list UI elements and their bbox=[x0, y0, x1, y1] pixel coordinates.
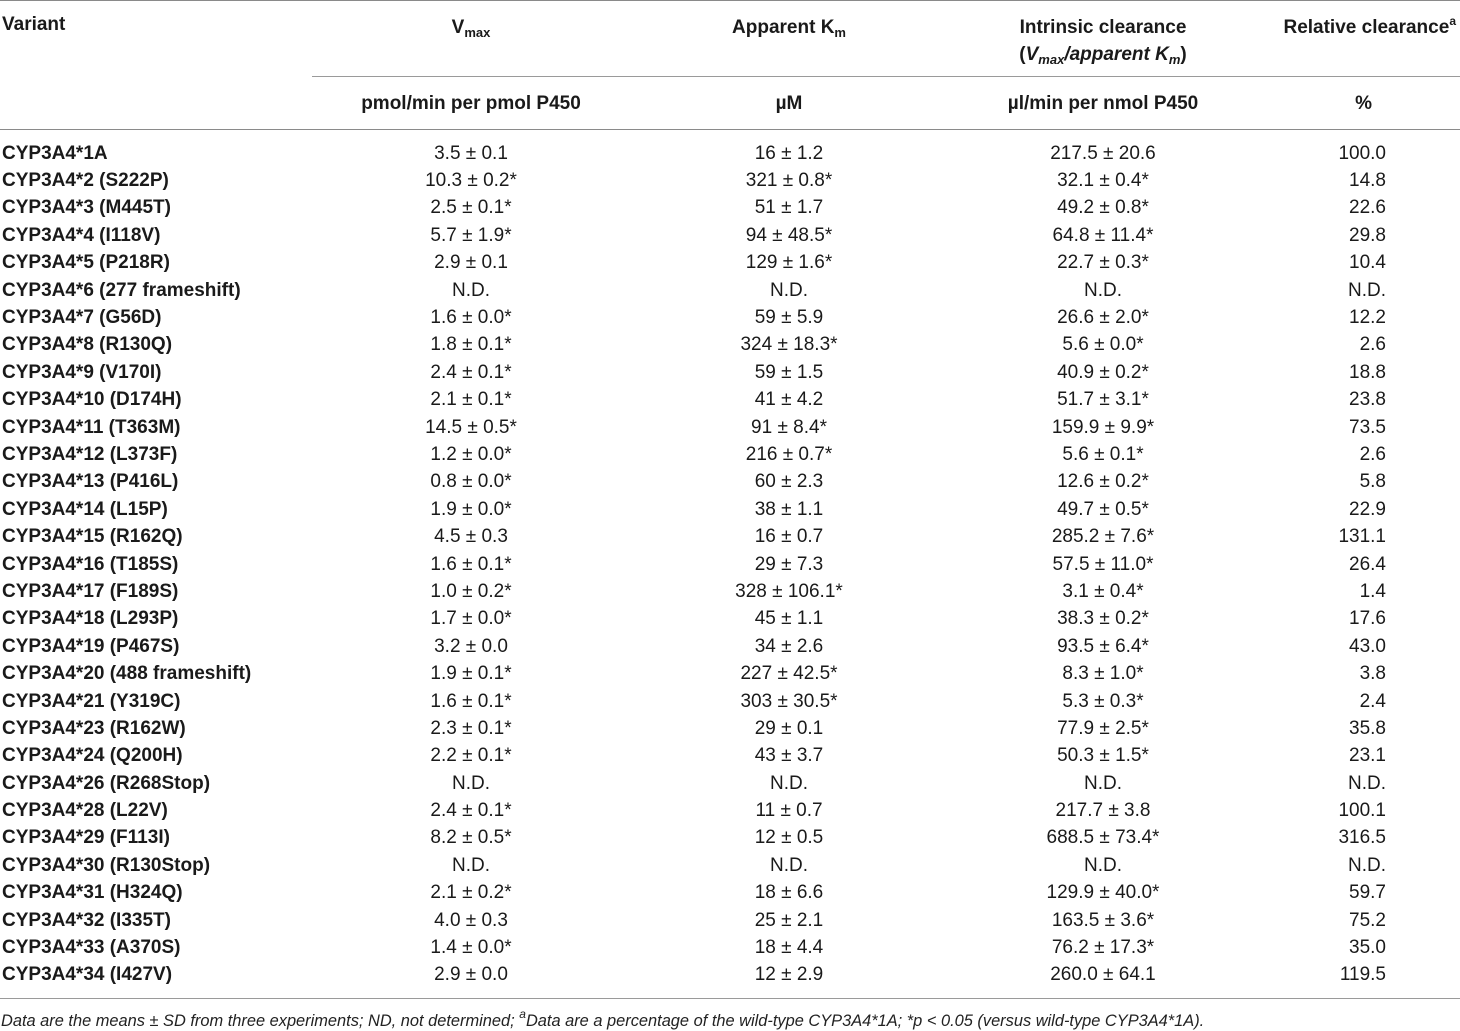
cell-relative-clearance: N.D. bbox=[1348, 772, 1386, 794]
table-row bbox=[0, 825, 1460, 852]
cell-relative-clearance: 35.8 bbox=[1349, 717, 1386, 739]
cell-km: 216 ± 0.7* bbox=[745, 443, 833, 465]
cell-intrinsic-clearance: 159.9 ± 9.9* bbox=[1051, 416, 1155, 438]
cell-intrinsic-clearance: 38.3 ± 0.2* bbox=[1057, 608, 1149, 630]
cell-variant: CYP3A4*21 (Y319C) bbox=[2, 690, 181, 712]
cell-variant: CYP3A4*23 (R162W) bbox=[2, 717, 186, 739]
cell-km: 38 ± 1.1 bbox=[754, 498, 824, 520]
cell-intrinsic-clearance: 5.6 ± 0.1* bbox=[1062, 443, 1144, 465]
table-row bbox=[0, 688, 1460, 715]
cell-vmax: 14.5 ± 0.5* bbox=[425, 416, 517, 438]
cell-km: 328 ± 106.1* bbox=[735, 580, 843, 602]
cell-km: 59 ± 5.9 bbox=[754, 307, 824, 329]
cell-relative-clearance: 10.4 bbox=[1349, 252, 1386, 274]
table-row bbox=[0, 222, 1460, 249]
cell-variant: CYP3A4*16 (T185S) bbox=[2, 553, 179, 575]
cell-relative-clearance: 131.1 bbox=[1338, 526, 1386, 548]
table-row bbox=[0, 387, 1460, 414]
cell-relative-clearance: 23.8 bbox=[1349, 389, 1386, 411]
cell-vmax: 1.8 ± 0.1* bbox=[430, 334, 512, 356]
table-row bbox=[0, 578, 1460, 605]
cell-vmax: 2.2 ± 0.1* bbox=[430, 745, 512, 767]
cell-vmax: 2.5 ± 0.1* bbox=[430, 197, 512, 219]
cell-vmax: 1.9 ± 0.0* bbox=[430, 498, 512, 520]
table-row bbox=[0, 743, 1460, 770]
cell-vmax: 1.7 ± 0.0* bbox=[430, 608, 512, 630]
cell-variant: CYP3A4*4 (I118V) bbox=[2, 224, 161, 246]
cell-vmax: 2.1 ± 0.2* bbox=[430, 882, 512, 904]
cell-intrinsic-clearance: 285.2 ± 7.6* bbox=[1051, 526, 1155, 548]
table-row bbox=[0, 130, 1460, 168]
cell-variant: CYP3A4*30 (R130Stop) bbox=[2, 854, 211, 876]
cell-km: 12 ± 0.5 bbox=[754, 827, 824, 849]
table-row bbox=[0, 277, 1460, 304]
cell-km: 94 ± 48.5* bbox=[745, 224, 833, 246]
cell-km: 60 ± 2.3 bbox=[754, 471, 824, 493]
cell-relative-clearance: 14.8 bbox=[1349, 170, 1386, 192]
cell-vmax: 8.2 ± 0.5* bbox=[430, 827, 512, 849]
cell-relative-clearance: 1.4 bbox=[1359, 580, 1386, 602]
cell-intrinsic-clearance: 49.2 ± 0.8* bbox=[1057, 197, 1149, 219]
cell-vmax: 1.6 ± 0.1* bbox=[430, 553, 512, 575]
cell-km: 91 ± 8.4* bbox=[751, 416, 827, 438]
cell-vmax: 1.9 ± 0.1* bbox=[430, 663, 512, 685]
cell-relative-clearance: 2.6 bbox=[1359, 443, 1386, 465]
table-row bbox=[0, 660, 1460, 687]
cell-intrinsic-clearance: N.D. bbox=[1084, 854, 1122, 876]
cell-variant: CYP3A4*8 (R130Q) bbox=[2, 334, 173, 356]
cell-km: 227 ± 42.5* bbox=[740, 663, 838, 685]
cell-variant: CYP3A4*28 (L22V) bbox=[2, 800, 168, 822]
table-row bbox=[0, 469, 1460, 496]
cell-intrinsic-clearance: 5.6 ± 0.0* bbox=[1062, 334, 1144, 356]
table-row bbox=[0, 770, 1460, 797]
cell-intrinsic-clearance: 8.3 ± 1.0* bbox=[1062, 663, 1144, 685]
cell-intrinsic-clearance: 77.9 ± 2.5* bbox=[1057, 717, 1149, 739]
cell-variant: CYP3A4*5 (P218R) bbox=[2, 252, 170, 274]
cell-intrinsic-clearance: 93.5 ± 6.4* bbox=[1057, 635, 1149, 657]
cell-variant: CYP3A4*7 (G56D) bbox=[2, 307, 162, 329]
cell-variant: CYP3A4*18 (L293P) bbox=[2, 608, 179, 630]
cell-relative-clearance: 3.8 bbox=[1359, 663, 1386, 685]
cell-km: 18 ± 6.6 bbox=[754, 882, 824, 904]
cell-km: 11 ± 0.7 bbox=[755, 800, 823, 822]
cell-intrinsic-clearance: 32.1 ± 0.4* bbox=[1057, 170, 1149, 192]
units-rel: % bbox=[1355, 93, 1372, 114]
cell-intrinsic-clearance: 26.6 ± 2.0* bbox=[1057, 307, 1149, 329]
cell-intrinsic-clearance: 163.5 ± 3.6* bbox=[1051, 909, 1155, 931]
cell-km: 18 ± 4.4 bbox=[754, 937, 824, 959]
cell-intrinsic-clearance: 217.7 ± 3.8 bbox=[1055, 800, 1151, 822]
cell-vmax: 3.5 ± 0.1 bbox=[434, 142, 508, 164]
units-variant bbox=[0, 77, 312, 130]
cell-variant: CYP3A4*10 (D174H) bbox=[2, 389, 182, 411]
cell-variant: CYP3A4*32 (I335T) bbox=[2, 909, 171, 931]
cell-intrinsic-clearance: N.D. bbox=[1084, 279, 1122, 301]
cell-vmax: 0.8 ± 0.0* bbox=[430, 471, 512, 493]
cell-intrinsic-clearance: 49.7 ± 0.5* bbox=[1057, 498, 1149, 520]
cell-relative-clearance: 35.0 bbox=[1349, 937, 1386, 959]
cell-km: 41 ± 4.2 bbox=[754, 389, 824, 411]
cell-intrinsic-clearance: N.D. bbox=[1084, 772, 1122, 794]
table-row bbox=[0, 496, 1460, 523]
cell-vmax: 4.5 ± 0.3 bbox=[434, 526, 508, 548]
cell-km: 324 ± 18.3* bbox=[740, 334, 838, 356]
table-row bbox=[0, 523, 1460, 550]
cell-intrinsic-clearance: 57.5 ± 11.0* bbox=[1052, 553, 1154, 575]
cell-intrinsic-clearance: 22.7 ± 0.3* bbox=[1057, 252, 1149, 274]
cell-variant: CYP3A4*31 (H324Q) bbox=[2, 882, 183, 904]
cell-relative-clearance: 75.2 bbox=[1349, 909, 1386, 931]
cell-relative-clearance: N.D. bbox=[1348, 854, 1386, 876]
cell-relative-clearance: 100.1 bbox=[1338, 800, 1386, 822]
table-row bbox=[0, 414, 1460, 441]
cell-relative-clearance: 17.6 bbox=[1349, 608, 1386, 630]
cell-variant: CYP3A4*6 (277 frameshift) bbox=[2, 279, 241, 301]
table-row bbox=[0, 195, 1460, 222]
cell-vmax: 1.0 ± 0.2* bbox=[430, 580, 512, 602]
table-row bbox=[0, 250, 1460, 277]
table-row bbox=[0, 633, 1460, 660]
table-row bbox=[0, 332, 1460, 359]
cell-relative-clearance: 12.2 bbox=[1349, 307, 1386, 329]
cell-vmax: 1.6 ± 0.0* bbox=[430, 307, 512, 329]
cell-km: 29 ± 7.3 bbox=[754, 553, 824, 575]
cell-relative-clearance: 2.4 bbox=[1359, 690, 1386, 712]
cell-intrinsic-clearance: 217.5 ± 20.6 bbox=[1050, 142, 1156, 164]
table-row bbox=[0, 606, 1460, 633]
table-row bbox=[0, 441, 1460, 468]
cell-km: 34 ± 2.6 bbox=[754, 635, 824, 657]
cell-vmax: 2.1 ± 0.1* bbox=[430, 389, 512, 411]
cell-variant: CYP3A4*13 (P416L) bbox=[2, 471, 179, 493]
cell-vmax: 4.0 ± 0.3 bbox=[434, 909, 508, 931]
cell-vmax: N.D. bbox=[452, 772, 490, 794]
cell-intrinsic-clearance: 129.9 ± 40.0* bbox=[1046, 882, 1160, 904]
header-row bbox=[0, 1, 1460, 77]
cell-relative-clearance: 18.8 bbox=[1349, 361, 1386, 383]
cell-vmax: 1.2 ± 0.0* bbox=[430, 443, 512, 465]
units-row bbox=[0, 77, 1460, 130]
cell-intrinsic-clearance: 50.3 ± 1.5* bbox=[1057, 745, 1149, 767]
header-relative-clearance: Relative clearance$^a$ bbox=[1283, 14, 1456, 38]
cell-relative-clearance: 29.8 bbox=[1349, 224, 1386, 246]
header-km: Apparent $K_m$ bbox=[732, 17, 846, 40]
cell-km: 45 ± 1.1 bbox=[754, 608, 824, 630]
cell-km: 59 ± 1.5 bbox=[754, 361, 824, 383]
table-row bbox=[0, 167, 1460, 194]
cell-vmax: 3.2 ± 0.0 bbox=[434, 635, 508, 657]
cell-km: N.D. bbox=[770, 279, 808, 301]
cell-km: 12 ± 2.9 bbox=[754, 964, 824, 986]
cell-intrinsic-clearance: 3.1 ± 0.4* bbox=[1062, 580, 1144, 602]
cell-variant: CYP3A4*14 (L15P) bbox=[2, 498, 168, 520]
cell-relative-clearance: 2.6 bbox=[1359, 334, 1386, 356]
cell-km: N.D. bbox=[770, 854, 808, 876]
cell-km: 129 ± 1.6* bbox=[745, 252, 833, 274]
table-row bbox=[0, 852, 1460, 879]
cell-intrinsic-clearance: 260.0 ± 64.1 bbox=[1050, 964, 1156, 986]
cell-relative-clearance: 119.5 bbox=[1339, 964, 1386, 986]
cell-variant: CYP3A4*24 (Q200H) bbox=[2, 745, 183, 767]
cell-variant: CYP3A4*29 (F113I) bbox=[2, 827, 170, 849]
cell-relative-clearance: 59.7 bbox=[1349, 882, 1386, 904]
units-vmax: pmol/min per pmol P450 bbox=[361, 93, 581, 114]
header-variant: Variant bbox=[2, 14, 66, 35]
cell-variant: CYP3A4*9 (V170I) bbox=[2, 361, 162, 383]
cell-relative-clearance: 22.9 bbox=[1349, 498, 1386, 520]
table-row bbox=[0, 880, 1460, 907]
cell-variant: CYP3A4*19 (P467S) bbox=[2, 635, 180, 657]
cell-km: 16 ± 1.2 bbox=[754, 142, 824, 164]
cell-km: 43 ± 3.7 bbox=[754, 745, 824, 767]
cell-intrinsic-clearance: 40.9 ± 0.2* bbox=[1057, 361, 1149, 383]
cell-variant: CYP3A4*12 (L373F) bbox=[2, 443, 178, 465]
cell-relative-clearance: 100.0 bbox=[1338, 142, 1386, 164]
cell-km: 303 ± 30.5* bbox=[740, 690, 838, 712]
table-body bbox=[0, 130, 1460, 990]
cell-relative-clearance: 316.5 bbox=[1338, 827, 1386, 849]
units-cl: µl/min per nmol P450 bbox=[1007, 93, 1199, 114]
cell-variant: CYP3A4*15 (R162Q) bbox=[2, 526, 183, 548]
cell-variant: CYP3A4*11 (T363M) bbox=[2, 416, 181, 438]
cell-vmax: 1.4 ± 0.0* bbox=[430, 937, 512, 959]
cell-km: 16 ± 0.7 bbox=[754, 526, 824, 548]
cell-vmax: 1.6 ± 0.1* bbox=[430, 690, 512, 712]
table-row bbox=[0, 304, 1460, 331]
cell-variant: CYP3A4*3 (M445T) bbox=[2, 197, 171, 219]
table-row bbox=[0, 715, 1460, 742]
cell-intrinsic-clearance: 64.8 ± 11.4* bbox=[1052, 224, 1154, 246]
cell-km: N.D. bbox=[770, 772, 808, 794]
cell-variant: CYP3A4*33 (A370S) bbox=[2, 937, 181, 959]
table-row bbox=[0, 551, 1460, 578]
table-row bbox=[0, 962, 1460, 989]
cell-relative-clearance: 43.0 bbox=[1349, 635, 1386, 657]
header-intrinsic-clearance: Intrinsic clearance ($V_{max}$/apparent $K_m$) bbox=[1019, 17, 1187, 67]
header-vmax: $V_{max}$ bbox=[451, 17, 491, 40]
table-row bbox=[0, 359, 1460, 386]
cell-km: 25 ± 2.1 bbox=[754, 909, 824, 931]
cell-vmax: 2.9 ± 0.1 bbox=[434, 252, 508, 274]
cell-vmax: 2.9 ± 0.0 bbox=[434, 964, 508, 986]
cell-variant: CYP3A4*26 (R268Stop) bbox=[2, 772, 211, 794]
cell-relative-clearance: 23.1 bbox=[1349, 745, 1386, 767]
table-footnote: Data are the means ± SD from three experiments; ND, not determined; $^a$Data are a percentage of the wild-type CYP3A4*1A; *p < 0.05 (versus wild-type CYP3A4*1A). bbox=[0, 998, 1460, 1031]
cell-vmax: N.D. bbox=[452, 279, 490, 301]
cell-relative-clearance: 26.4 bbox=[1349, 553, 1386, 575]
table-row bbox=[0, 934, 1460, 961]
cell-vmax: 2.3 ± 0.1* bbox=[430, 717, 512, 739]
cell-relative-clearance: 5.8 bbox=[1359, 471, 1386, 493]
table-row bbox=[0, 907, 1460, 934]
cell-intrinsic-clearance: 5.3 ± 0.3* bbox=[1062, 690, 1144, 712]
cell-vmax: N.D. bbox=[452, 854, 490, 876]
cell-vmax: 10.3 ± 0.2* bbox=[425, 170, 517, 192]
cell-variant: CYP3A4*2 (S222P) bbox=[2, 170, 169, 192]
table-row bbox=[0, 797, 1460, 824]
cell-variant: CYP3A4*17 (F189S) bbox=[2, 580, 179, 602]
cell-vmax: 5.7 ± 1.9* bbox=[430, 224, 512, 246]
cell-km: 29 ± 0.1 bbox=[754, 717, 824, 739]
cell-vmax: 2.4 ± 0.1* bbox=[430, 800, 512, 822]
cell-intrinsic-clearance: 51.7 ± 3.1* bbox=[1057, 389, 1149, 411]
cell-relative-clearance: 22.6 bbox=[1349, 197, 1386, 219]
cell-intrinsic-clearance: 76.2 ± 17.3* bbox=[1051, 937, 1155, 959]
cell-km: 321 ± 0.8* bbox=[745, 170, 833, 192]
cell-vmax: 2.4 ± 0.1* bbox=[430, 361, 512, 383]
cell-relative-clearance: N.D. bbox=[1348, 279, 1386, 301]
cell-intrinsic-clearance: 688.5 ± 73.4* bbox=[1046, 827, 1160, 849]
cell-variant: CYP3A4*20 (488 frameshift) bbox=[2, 663, 252, 685]
cell-intrinsic-clearance: 12.6 ± 0.2* bbox=[1057, 471, 1149, 493]
cell-km: 51 ± 1.7 bbox=[754, 197, 824, 219]
units-km: µM bbox=[775, 93, 803, 114]
cell-variant: CYP3A4*1A bbox=[2, 142, 108, 164]
cell-relative-clearance: 73.5 bbox=[1349, 416, 1386, 438]
cell-variant: CYP3A4*34 (I427V) bbox=[2, 964, 173, 986]
